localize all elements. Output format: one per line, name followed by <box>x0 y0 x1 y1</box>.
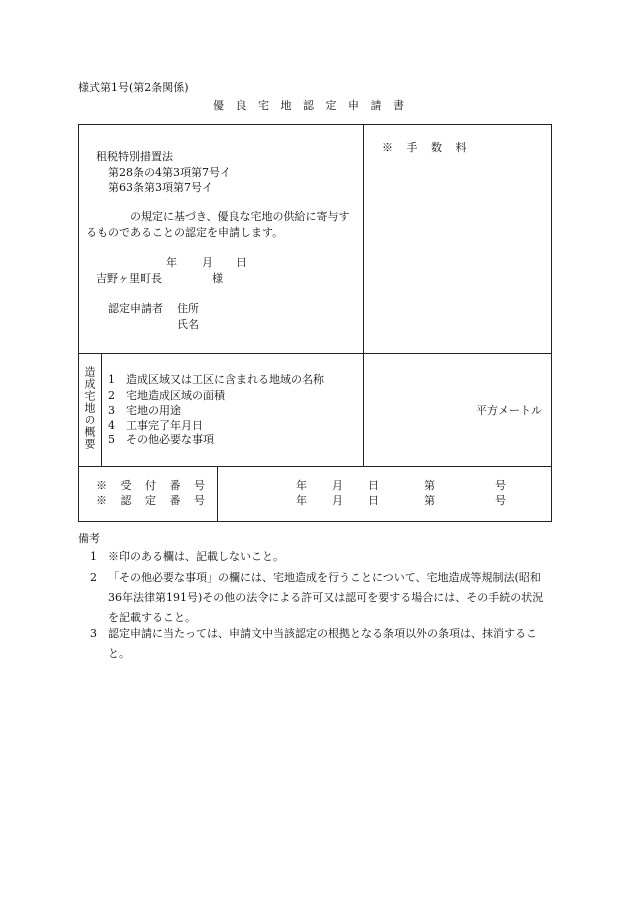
name-label: 氏名 <box>177 318 199 331</box>
law-name: 租税特別措置法 <box>96 150 173 163</box>
overview-item-4: 4 工事完了年月日 <box>108 419 203 432</box>
applicant-label: 認定申請者 <box>108 302 163 315</box>
date-month-label: 月 <box>202 256 213 269</box>
date-day-label: 日 <box>236 256 247 269</box>
overview-item-1: 1 造成区域又は工区に含まれる地域の名称 <box>108 373 324 386</box>
divider-side-label <box>101 353 102 466</box>
approval-no-suffix: 号 <box>495 494 506 507</box>
approval-no-prefix: 第 <box>424 494 435 507</box>
honorific: 様 <box>212 272 223 285</box>
note-2-number: 2 <box>90 571 97 584</box>
note-3-text: 認定申請に当たっては、申請文中当該認定の根拠となる条項以外の条項は、抹消すること。 <box>108 627 537 660</box>
address-label: 住所 <box>177 302 199 315</box>
divider-reception <box>217 466 218 522</box>
page-title: 優 良 宅 地 認 定 申 請 書 <box>213 99 408 112</box>
notes-heading: 備考 <box>78 532 100 545</box>
statement-line-1: の規定に基づき、優良な宅地の供給に寄与す <box>130 210 350 223</box>
reception-day: 日 <box>368 479 379 492</box>
reception-month: 月 <box>332 479 343 492</box>
addressee: 吉野ヶ里町長 <box>96 272 162 285</box>
approval-number-label: ※ 認 定 番 号 <box>96 494 210 507</box>
reception-no-prefix: 第 <box>424 479 435 492</box>
approval-day: 日 <box>368 494 379 507</box>
note-1-number: 1 <box>90 550 97 563</box>
statement-line-2: るものであることの認定を申請します。 <box>86 226 284 239</box>
note-3-number: 3 <box>90 627 97 640</box>
area-unit: 平方メートル <box>476 404 542 417</box>
approval-year: 年 <box>296 494 307 507</box>
overview-item-5: 5 その他必要な事項 <box>108 433 214 446</box>
divider-application <box>78 353 552 354</box>
date-year-label: 年 <box>166 256 177 269</box>
divider-overview <box>78 466 552 467</box>
overview-side-label: 造成宅地の概要 <box>83 366 96 450</box>
overview-item-3: 3 宅地の用途 <box>108 404 181 417</box>
fee-label: ※ 手 数 料 <box>382 141 472 154</box>
reception-no-suffix: 号 <box>495 479 506 492</box>
approval-month: 月 <box>332 494 343 507</box>
overview-item-2: 2 宅地造成区域の面積 <box>108 389 225 402</box>
reception-year: 年 <box>296 479 307 492</box>
clause-1: 第28条の4第3項第7号イ <box>108 166 231 179</box>
clause-2: 第63条第3項第7号イ <box>108 181 213 194</box>
note-2-text: 「その他必要な事項」の欄には、宅地造成を行うことについて、宅地造成等規制法(昭和36年法律第191号)その他の法令による許可又は認可を要する場合には、その手続の状況を記載すること。 <box>108 571 544 624</box>
reception-number-label: ※ 受 付 番 号 <box>96 479 210 492</box>
divider-right-column <box>363 124 364 466</box>
note-1-text: ※印のある欄は、記載しないこと。 <box>108 550 284 563</box>
form-number: 様式第1号(第2条関係) <box>78 81 189 94</box>
